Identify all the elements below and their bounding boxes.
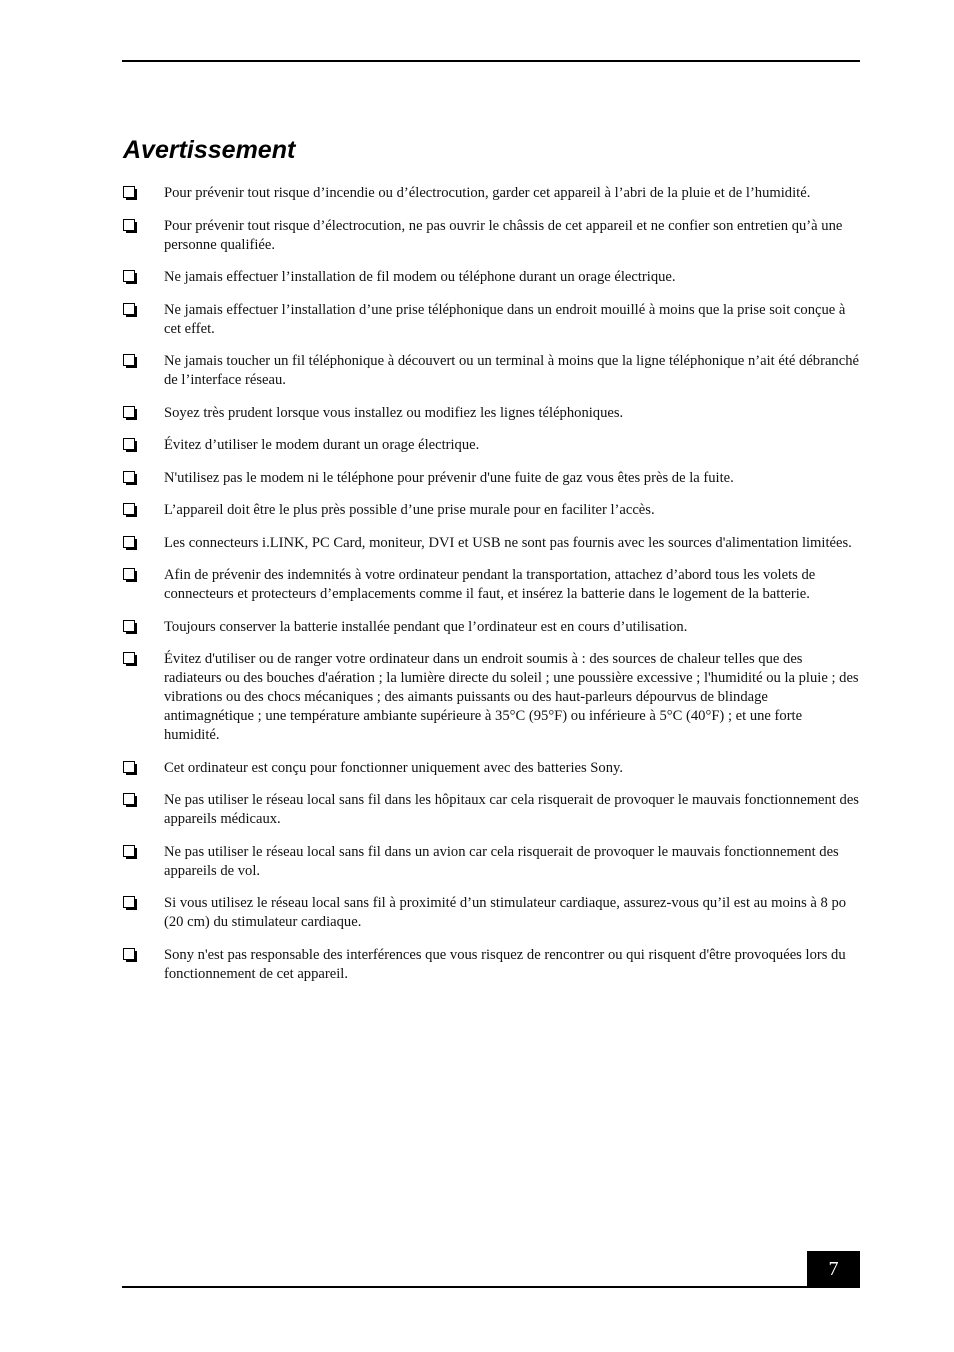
- warning-text: Les connecteurs i.LINK, PC Card, moniteur, DVI et USB ne sont pas fournis avec les sources d'alimentation limitées.: [164, 534, 852, 551]
- checkbox-bullet-icon: [123, 620, 137, 634]
- header-rule: [122, 60, 860, 62]
- checkbox-bullet-icon: [123, 845, 137, 859]
- list-item: [122, 759, 860, 778]
- list-item: [122, 352, 860, 390]
- warning-text: Ne jamais effectuer l’installation de fil modem ou téléphone durant un orage électrique.: [164, 269, 676, 285]
- list-item: [122, 184, 860, 203]
- warning-text: N'utilisez pas le modem ni le téléphone pour prévenir d'une fuite de gaz vous êtes près de la fuite.: [164, 469, 734, 486]
- checkbox-bullet-icon: [123, 471, 137, 485]
- warning-text: Soyez très prudent lorsque vous installez ou modifiez les lignes téléphoniques.: [164, 404, 624, 421]
- warning-text: Pour prévenir tout risque d’électrocution, ne pas ouvrir le châssis de cet appareil et ne confier son entretien qu’à une personne qualifiée.: [164, 217, 843, 253]
- warning-list: [122, 184, 860, 997]
- warning-text: L’appareil doit être le plus près possible d’une prise murale pour en faciliter l’accès.: [164, 502, 655, 518]
- checkbox-bullet-icon: [123, 568, 137, 582]
- warning-text: Évitez d’utiliser le modem durant un orage électrique.: [164, 437, 480, 453]
- list-item: [122, 301, 860, 339]
- warning-text: Si vous utilisez le réseau local sans fil à proximité d’un stimulateur cardiaque, assurez-vous qu’il est au moins à 8 po (20 cm) du stimulateur cardiaque.: [164, 895, 847, 930]
- checkbox-bullet-icon: [123, 896, 137, 910]
- warning-text: Pour prévenir tout risque d’incendie ou d’électrocution, garder cet appareil à l’abri de la pluie et de l’humidité.: [164, 185, 811, 201]
- list-item: [122, 791, 860, 829]
- footer-rule: [122, 1286, 860, 1288]
- list-item: [122, 650, 860, 745]
- list-item: [122, 469, 860, 488]
- section-title: Avertissement: [123, 136, 296, 164]
- checkbox-bullet-icon: [123, 406, 137, 420]
- list-item: [122, 894, 860, 932]
- checkbox-bullet-icon: [123, 536, 137, 550]
- list-item: [122, 843, 860, 881]
- checkbox-bullet-icon: [123, 270, 137, 284]
- list-item: [122, 404, 860, 423]
- checkbox-bullet-icon: [123, 503, 137, 517]
- checkbox-bullet-icon: [123, 186, 137, 200]
- checkbox-bullet-icon: [123, 652, 137, 666]
- list-item: [122, 618, 860, 637]
- list-item: [122, 268, 860, 287]
- warning-text: Toujours conserver la batterie installée pendant que l’ordinateur est en cours d’utilisation.: [164, 618, 688, 635]
- warning-text: Ne jamais toucher un fil téléphonique à découvert ou un terminal à moins que la ligne téléphonique n’ait été débranché de l’interface réseau.: [164, 353, 859, 388]
- checkbox-bullet-icon: [123, 354, 137, 368]
- list-item: [122, 566, 860, 604]
- warning-text: Ne pas utiliser le réseau local sans fil dans les hôpitaux car cela risquerait de provoquer le mauvais fonctionnement des appareils médicaux.: [164, 792, 859, 827]
- list-item: [122, 501, 860, 520]
- checkbox-bullet-icon: [123, 438, 137, 452]
- page-number: 7: [807, 1251, 860, 1287]
- warning-text: Sony n'est pas responsable des interférences que vous risquez de rencontrer ou qui risquent d'être provoquées lors du fonctionnement de cet appareil.: [164, 946, 846, 982]
- list-item: [122, 217, 860, 255]
- warning-text: Évitez d'utiliser ou de ranger votre ordinateur dans un endroit soumis à : des sources de chaleur telles que des radiateurs ou des bouches d'aération ; la lumière directe du soleil ; une poussière excessive ; l'humidité ou la pluie ; des vibrations ou des chocs mécaniques ; des aimants puissants ou des haut-parleurs dépourvus de blindage antimagnétique ; une température ambiante supérieure à 35°C (95°F) ou inférieure à 5°C (40°F) ; et une forte humidité.: [164, 651, 859, 743]
- warning-text: Cet ordinateur est conçu pour fonctionner uniquement avec des batteries Sony.: [164, 759, 624, 776]
- checkbox-bullet-icon: [123, 948, 137, 962]
- checkbox-bullet-icon: [123, 793, 137, 807]
- list-item: [122, 946, 860, 984]
- warning-text: Afin de prévenir des indemnités à votre ordinateur pendant la transportation, attachez d’abord tous les volets de connecteurs et protecteurs d’emplacements comme il faut, et insérez la batterie dans le logement de la batterie.: [164, 567, 816, 602]
- list-item: [122, 436, 860, 455]
- warning-text: Ne jamais effectuer l’installation d’une prise téléphonique dans un endroit mouillé à moins que la prise soit conçue à cet effet.: [164, 301, 846, 337]
- checkbox-bullet-icon: [123, 761, 137, 775]
- warning-text: Ne pas utiliser le réseau local sans fil dans un avion car cela risquerait de provoquer le mauvais fonctionnement des appareils de vol.: [164, 843, 839, 879]
- checkbox-bullet-icon: [123, 219, 137, 233]
- list-item: [122, 534, 860, 553]
- checkbox-bullet-icon: [123, 303, 137, 317]
